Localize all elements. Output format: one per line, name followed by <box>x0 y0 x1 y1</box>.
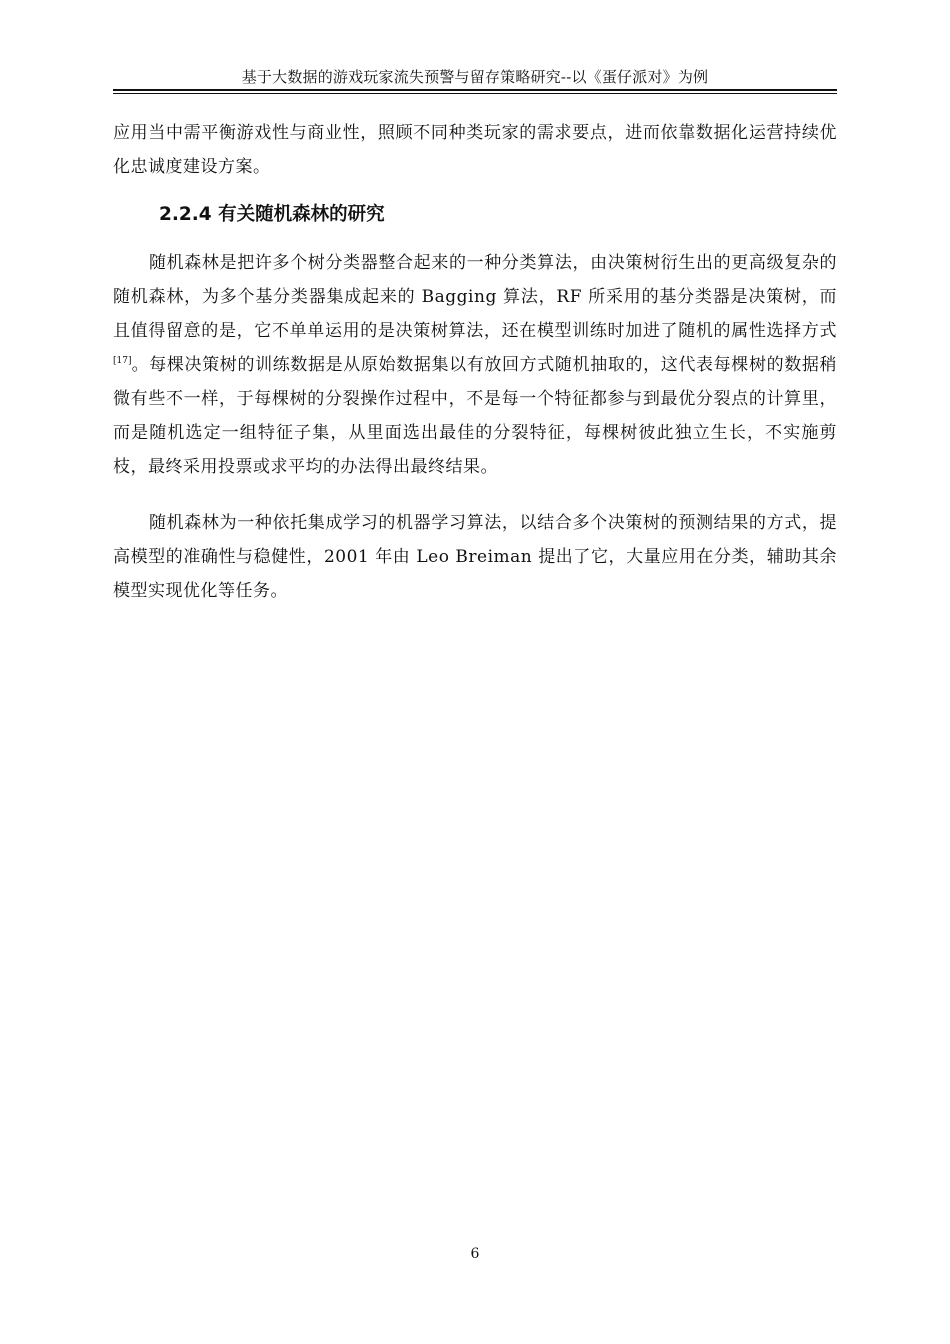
paragraph-random-forest-definition <box>113 246 837 484</box>
carryover-paragraph: 应用当中需平衡游戏性与商业性，照顾不同种类玩家的需求要点，进而依靠数据化运营持续优化忠诚度建设方案。 <box>113 123 837 177</box>
page-number: 6 <box>470 1246 480 1262</box>
running-header-title: 基于大数据的游戏玩家流失预警与留存策略研究--以《蛋仔派对》为例 <box>241 68 709 86</box>
citation-marker: [17] <box>113 356 132 366</box>
header-divider <box>113 89 837 94</box>
section-heading: 2.2.4 有关随机森林的研究 <box>159 204 385 225</box>
paragraph-1-text-a: 随机森林是把许多个树分类器整合起来的一种分类算法，由决策树衍生出的更高级复杂的随机森林，为多个基分类器集成起来的 Bagging 算法，RF 所采用的基分类器是决策树，而且值得留意的是，它不单单运用的是决策树算法，还在模型训练时加进了随机的属性选择方式 <box>113 253 837 341</box>
paragraph-random-forest-origin: 随机森林为一种依托集成学习的机器学习算法，以结合多个决策树的预测结果的方式，提高模型的准确性与稳健性，2001 年由 Leo Breiman 提出了它，大量应用在分类，辅助其余模型实现优化等任务。 <box>113 513 837 601</box>
paragraph-1-text-b: 。每棵决策树的训练数据是从原始数据集以有放回方式随机抽取的，这代表每棵树的数据稍微有些不一样，于每棵树的分裂操作过程中，不是每一个特征都参与到最优分裂点的计算里，而是随机选定一组特征子集，从里面选出最佳的分裂特征，每棵树彼此独立生长，不实施剪枝，最终采用投票或求平均的办法得出最终结果。 <box>113 355 837 477</box>
